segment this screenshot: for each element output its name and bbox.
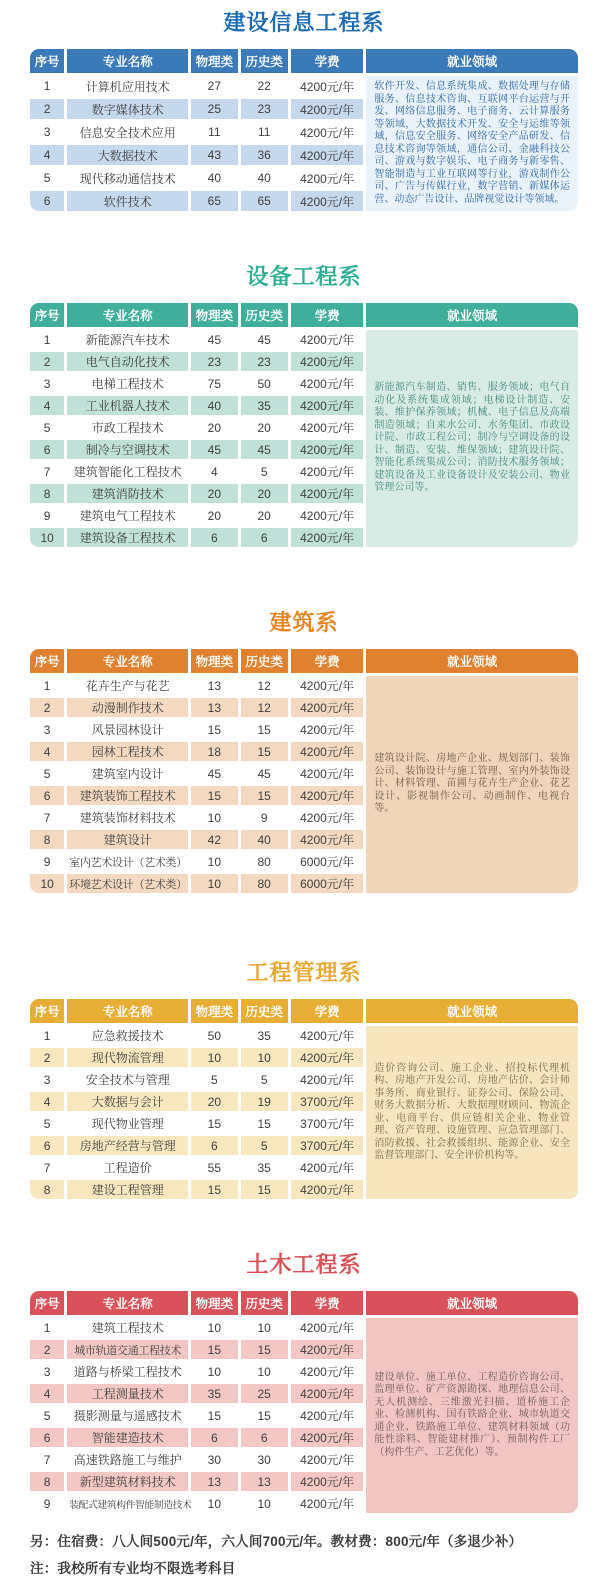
row-index: 3 xyxy=(30,1362,64,1381)
physics-count: 15 xyxy=(191,1340,237,1359)
major-name: 建筑装饰材料技术 xyxy=(67,808,188,827)
physics-count: 15 xyxy=(191,720,237,739)
history-count: 15 xyxy=(241,786,288,805)
physics-count: 6 xyxy=(191,1136,237,1155)
history-count: 80 xyxy=(241,874,288,893)
physics-count: 6 xyxy=(191,528,237,547)
physics-count: 5 xyxy=(191,1070,237,1089)
note-subjects: 注：我校所有专业均不限选考科目 xyxy=(30,1561,236,1576)
major-name: 建筑室内设计 xyxy=(67,764,188,783)
tuition-value: 4200元/年 xyxy=(291,1494,364,1513)
employment-text: 软件开发、信息系统集成、数据处理与存储服务、信息技术咨询、互联网平台运营与开发、网络信息服务、电子商务、云计算服务等领域，大数据技术开发、安全与运维等领域，信息安全服务、网络安全产品研发、信息技术咨询等领域，通信公司、金融科技公司、游戏与数字娱乐、电子商务与新零售、智能制造与工业互联网等行业，游戏制作公司、广告与传媒行业，数字营销、新媒体运营、动态广告设计、品牌视觉设计等领域。 xyxy=(366,76,578,211)
row-index: 9 xyxy=(30,1494,64,1513)
row-index: 4 xyxy=(30,742,64,761)
history-count: 36 xyxy=(241,145,288,165)
major-name: 现代物业管理 xyxy=(67,1114,188,1133)
major-name: 工业机器人技术 xyxy=(67,396,188,415)
major-name: 建筑装饰工程技术 xyxy=(67,786,188,805)
tuition-value: 4200元/年 xyxy=(291,1026,364,1045)
tuition-value: 4200元/年 xyxy=(291,168,364,188)
row-index: 1 xyxy=(30,330,64,349)
physics-count: 40 xyxy=(191,168,237,188)
tuition-value: 4200元/年 xyxy=(291,462,364,481)
tuition-value: 4200元/年 xyxy=(291,1340,364,1359)
tuition-value: 4200元/年 xyxy=(291,1428,364,1447)
col-header-employment: 就业领域 xyxy=(366,1291,578,1315)
physics-count: 13 xyxy=(191,1472,237,1491)
col-header-employment: 就业领域 xyxy=(366,303,578,327)
major-name: 现代移动通信技术 xyxy=(67,168,188,188)
department-section-architecture xyxy=(0,606,608,896)
tuition-value: 4200元/年 xyxy=(291,191,364,211)
physics-count: 13 xyxy=(191,676,237,695)
row-index: 9 xyxy=(30,506,64,525)
physics-count: 4 xyxy=(191,462,237,481)
col-header-index: 序号 xyxy=(30,303,64,327)
table-row xyxy=(30,1026,578,1045)
physics-count: 10 xyxy=(191,1362,237,1381)
col-header-employment: 就业领域 xyxy=(366,49,578,73)
row-index: 2 xyxy=(30,1340,64,1359)
col-header-history: 历史类 xyxy=(241,1291,288,1315)
major-name: 应急救援技术 xyxy=(67,1026,188,1045)
col-header-major: 专业名称 xyxy=(67,649,188,673)
major-name: 软件技术 xyxy=(67,191,188,211)
major-name: 电梯工程技术 xyxy=(67,374,188,393)
major-name: 建设工程管理 xyxy=(67,1180,188,1199)
footer-notes xyxy=(30,1530,608,1577)
history-count: 15 xyxy=(241,1180,288,1199)
table-row xyxy=(30,1318,578,1337)
history-count: 25 xyxy=(241,1384,288,1403)
physics-count: 10 xyxy=(191,852,237,871)
history-count: 20 xyxy=(241,418,288,437)
table-row xyxy=(30,676,578,695)
tuition-value: 4200元/年 xyxy=(291,99,364,119)
row-index: 2 xyxy=(30,352,64,371)
tuition-value: 4200元/年 xyxy=(291,764,364,783)
row-index: 2 xyxy=(30,698,64,717)
physics-count: 15 xyxy=(191,1114,237,1133)
tuition-value: 4200元/年 xyxy=(291,396,364,415)
table-header xyxy=(30,49,578,73)
major-name: 大数据与会计 xyxy=(67,1092,188,1111)
physics-count: 11 xyxy=(191,122,237,142)
col-header-major: 专业名称 xyxy=(67,303,188,327)
major-name: 建筑设计 xyxy=(67,830,188,849)
row-index: 8 xyxy=(30,1180,64,1199)
history-count: 9 xyxy=(241,808,288,827)
history-count: 12 xyxy=(241,676,288,695)
tuition-value: 4200元/年 xyxy=(291,1318,364,1337)
history-count: 5 xyxy=(241,1070,288,1089)
tuition-value: 4200元/年 xyxy=(291,1384,364,1403)
col-header-physics: 物理类 xyxy=(191,649,237,673)
major-name: 信息安全技术应用 xyxy=(67,122,188,142)
major-name: 现代物流管理 xyxy=(67,1048,188,1067)
row-index: 5 xyxy=(30,1406,64,1425)
physics-count: 65 xyxy=(191,191,237,211)
tuition-value: 4200元/年 xyxy=(291,76,364,96)
col-header-physics: 物理类 xyxy=(191,999,237,1023)
physics-count: 15 xyxy=(191,786,237,805)
department-title: 建设信息工程系 xyxy=(223,10,385,35)
row-index: 1 xyxy=(30,676,64,695)
row-index: 2 xyxy=(30,99,64,119)
major-name: 园林工程技术 xyxy=(67,742,188,761)
physics-count: 10 xyxy=(191,1494,237,1513)
tuition-value: 4200元/年 xyxy=(291,122,364,142)
majors-table xyxy=(27,300,581,550)
physics-count: 35 xyxy=(191,1384,237,1403)
history-count: 13 xyxy=(241,1472,288,1491)
tuition-value: 4200元/年 xyxy=(291,440,364,459)
major-name: 建筑消防技术 xyxy=(67,484,188,503)
history-count: 15 xyxy=(241,1340,288,1359)
col-header-index: 序号 xyxy=(30,49,64,73)
major-name: 建筑智能化工程技术 xyxy=(67,462,188,481)
history-count: 5 xyxy=(241,462,288,481)
history-count: 80 xyxy=(241,852,288,871)
row-index: 6 xyxy=(30,1136,64,1155)
tuition-value: 4200元/年 xyxy=(291,1180,364,1199)
table-row xyxy=(30,330,578,349)
col-header-tuition: 学费 xyxy=(291,303,364,327)
physics-count: 45 xyxy=(191,764,237,783)
row-index: 3 xyxy=(30,374,64,393)
table-body xyxy=(30,330,578,547)
physics-count: 18 xyxy=(191,742,237,761)
majors-table xyxy=(27,996,581,1202)
table-body xyxy=(30,1318,578,1513)
majors-table xyxy=(27,46,581,214)
major-name: 电气自动化技术 xyxy=(67,352,188,371)
physics-count: 27 xyxy=(191,76,237,96)
major-name: 装配式建筑构件智能制造技术 xyxy=(67,1494,188,1513)
col-header-tuition: 学费 xyxy=(291,49,364,73)
row-index: 7 xyxy=(30,808,64,827)
col-header-history: 历史类 xyxy=(241,649,288,673)
physics-count: 20 xyxy=(191,484,237,503)
history-count: 30 xyxy=(241,1450,288,1469)
row-index: 4 xyxy=(30,1384,64,1403)
history-count: 40 xyxy=(241,830,288,849)
major-name: 新型建筑材料技术 xyxy=(67,1472,188,1491)
major-name: 室内艺术设计（艺术类） xyxy=(67,852,188,871)
row-index: 4 xyxy=(30,145,64,165)
major-name: 工程测量技术 xyxy=(67,1384,188,1403)
major-name: 道路与桥梁工程技术 xyxy=(67,1362,188,1381)
row-index: 10 xyxy=(30,528,64,547)
tuition-value: 4200元/年 xyxy=(291,352,364,371)
tuition-value: 6000元/年 xyxy=(291,874,364,893)
row-index: 7 xyxy=(30,1158,64,1177)
col-header-tuition: 学费 xyxy=(291,1291,364,1315)
history-count: 6 xyxy=(241,528,288,547)
tuition-value: 4200元/年 xyxy=(291,1406,364,1425)
history-count: 5 xyxy=(241,1136,288,1155)
department-section-civil-engineering xyxy=(0,1248,608,1516)
row-index: 5 xyxy=(30,418,64,437)
note-fees: 另：住宿费：八人间500元/年，六人间700元/年。教材费：800元/年（多退少补） xyxy=(30,1534,523,1549)
physics-count: 75 xyxy=(191,374,237,393)
row-index: 9 xyxy=(30,852,64,871)
physics-count: 6 xyxy=(191,1428,237,1447)
physics-count: 10 xyxy=(191,808,237,827)
col-header-history: 历史类 xyxy=(241,49,288,73)
col-header-index: 序号 xyxy=(30,649,64,673)
tuition-value: 4200元/年 xyxy=(291,742,364,761)
history-count: 35 xyxy=(241,1158,288,1177)
tuition-value: 4200元/年 xyxy=(291,1472,364,1491)
physics-count: 45 xyxy=(191,440,237,459)
physics-count: 10 xyxy=(191,1318,237,1337)
row-index: 7 xyxy=(30,1450,64,1469)
row-index: 5 xyxy=(30,168,64,188)
department-section-engineering-management xyxy=(0,956,608,1202)
tuition-value: 4200元/年 xyxy=(291,830,364,849)
physics-count: 13 xyxy=(191,698,237,717)
department-title: 建筑系 xyxy=(269,610,339,635)
row-index: 4 xyxy=(30,1092,64,1111)
tuition-value: 4200元/年 xyxy=(291,1070,364,1089)
tuition-value: 4200元/年 xyxy=(291,808,364,827)
history-count: 20 xyxy=(241,484,288,503)
row-index: 6 xyxy=(30,1428,64,1447)
major-name: 市政工程技术 xyxy=(67,418,188,437)
tuition-value: 3700元/年 xyxy=(291,1114,364,1133)
tuition-value: 4200元/年 xyxy=(291,506,364,525)
tuition-value: 4200元/年 xyxy=(291,418,364,437)
physics-count: 40 xyxy=(191,396,237,415)
col-header-major: 专业名称 xyxy=(67,49,188,73)
row-index: 7 xyxy=(30,462,64,481)
tuition-value: 4200元/年 xyxy=(291,1362,364,1381)
row-index: 1 xyxy=(30,1318,64,1337)
history-count: 45 xyxy=(241,764,288,783)
physics-count: 42 xyxy=(191,830,237,849)
tuition-value: 4200元/年 xyxy=(291,786,364,805)
tuition-value: 4200元/年 xyxy=(291,528,364,547)
major-name: 房地产经营与管理 xyxy=(67,1136,188,1155)
physics-count: 15 xyxy=(191,1180,237,1199)
major-name: 摄影测量与遥感技术 xyxy=(67,1406,188,1425)
major-name: 环境艺术设计（艺术类） xyxy=(67,874,188,893)
major-name: 高速铁路施工与维护 xyxy=(67,1450,188,1469)
table-header xyxy=(30,649,578,673)
physics-count: 20 xyxy=(191,418,237,437)
physics-count: 15 xyxy=(191,1406,237,1425)
row-index: 4 xyxy=(30,396,64,415)
tuition-value: 4200元/年 xyxy=(291,720,364,739)
physics-count: 25 xyxy=(191,99,237,119)
department-title: 设备工程系 xyxy=(246,264,362,289)
tuition-value: 4200元/年 xyxy=(291,1048,364,1067)
table-body xyxy=(30,676,578,893)
row-index: 8 xyxy=(30,830,64,849)
col-header-tuition: 学费 xyxy=(291,649,364,673)
major-name: 新能源汽车技术 xyxy=(67,330,188,349)
row-index: 1 xyxy=(30,76,64,96)
major-name: 建筑电气工程技术 xyxy=(67,506,188,525)
col-header-tuition: 学费 xyxy=(291,999,364,1023)
row-index: 6 xyxy=(30,440,64,459)
history-count: 10 xyxy=(241,1318,288,1337)
col-header-physics: 物理类 xyxy=(191,49,237,73)
col-header-history: 历史类 xyxy=(241,303,288,327)
department-title: 土木工程系 xyxy=(246,1252,362,1277)
row-index: 5 xyxy=(30,764,64,783)
col-header-major: 专业名称 xyxy=(67,999,188,1023)
major-name: 建筑设备工程技术 xyxy=(67,528,188,547)
row-index: 8 xyxy=(30,1472,64,1491)
history-count: 15 xyxy=(241,742,288,761)
major-name: 花卉生产与花艺 xyxy=(67,676,188,695)
history-count: 6 xyxy=(241,1428,288,1447)
table-header xyxy=(30,1291,578,1315)
table-header xyxy=(30,303,578,327)
employment-text: 建筑设计院、房地产企业、规划部门、装饰公司、装饰设计与施工管理、室内外装饰设计、材料管理、苗圃与花卉生产企业、花艺设计、影视制作公司、动画制作、电视台等。 xyxy=(366,676,578,893)
history-count: 40 xyxy=(241,168,288,188)
department-title: 工程管理系 xyxy=(246,960,362,985)
physics-count: 55 xyxy=(191,1158,237,1177)
department-section-equipment xyxy=(0,260,608,550)
physics-count: 43 xyxy=(191,145,237,165)
major-name: 智能建造技术 xyxy=(67,1428,188,1447)
physics-count: 10 xyxy=(191,1048,237,1067)
tuition-value: 4200元/年 xyxy=(291,1158,364,1177)
physics-count: 45 xyxy=(191,330,237,349)
employment-text: 建设单位、施工单位、工程造价咨询公司、监理单位、矿产资源勘探、地理信息公司、无人机测绘、三维激光扫描、道桥施工企业、检测机构、国有铁路企业、城市轨道交通企业、铁路施工单位、建筑材料领域（功能性涂料、智能建材推广）、预制构件工厂（构件生产、工艺优化）等。 xyxy=(366,1318,578,1513)
row-index: 2 xyxy=(30,1048,64,1067)
tuition-value: 4200元/年 xyxy=(291,145,364,165)
row-index: 10 xyxy=(30,874,64,893)
col-header-index: 序号 xyxy=(30,999,64,1023)
major-name: 建筑工程技术 xyxy=(67,1318,188,1337)
col-header-physics: 物理类 xyxy=(191,303,237,327)
tuition-value: 4200元/年 xyxy=(291,484,364,503)
physics-count: 20 xyxy=(191,506,237,525)
tuition-value: 4200元/年 xyxy=(291,698,364,717)
physics-count: 10 xyxy=(191,874,237,893)
table-header xyxy=(30,999,578,1023)
history-count: 20 xyxy=(241,506,288,525)
row-index: 3 xyxy=(30,122,64,142)
tuition-value: 3700元/年 xyxy=(291,1092,364,1111)
table-body xyxy=(30,76,578,211)
history-count: 10 xyxy=(241,1048,288,1067)
tuition-value: 4200元/年 xyxy=(291,330,364,349)
major-name: 城市轨道交通工程技术 xyxy=(67,1340,188,1359)
tuition-value: 6000元/年 xyxy=(291,852,364,871)
history-count: 12 xyxy=(241,698,288,717)
history-count: 10 xyxy=(241,1494,288,1513)
row-index: 6 xyxy=(30,786,64,805)
row-index: 3 xyxy=(30,1070,64,1089)
row-index: 3 xyxy=(30,720,64,739)
tuition-value: 4200元/年 xyxy=(291,374,364,393)
col-header-physics: 物理类 xyxy=(191,1291,237,1315)
col-header-major: 专业名称 xyxy=(67,1291,188,1315)
col-header-history: 历史类 xyxy=(241,999,288,1023)
major-name: 风景园林设计 xyxy=(67,720,188,739)
history-count: 22 xyxy=(241,76,288,96)
major-name: 安全技术与管理 xyxy=(67,1070,188,1089)
physics-count: 50 xyxy=(191,1026,237,1045)
physics-count: 20 xyxy=(191,1092,237,1111)
col-header-employment: 就业领域 xyxy=(366,999,578,1023)
major-name: 制冷与空调技术 xyxy=(67,440,188,459)
col-header-index: 序号 xyxy=(30,1291,64,1315)
row-index: 6 xyxy=(30,191,64,211)
history-count: 15 xyxy=(241,720,288,739)
col-header-employment: 就业领域 xyxy=(366,649,578,673)
row-index: 8 xyxy=(30,484,64,503)
employment-text: 造价咨询公司、施工企业、招投标代理机构、房地产开发公司、房地产估价、会计师事务所、商业银行、证券公司、保险公司、财务大数据分析、大数据理财顾问、物流企业、电商平台、供应链相关企业、物业管理、资产管理、设施管理、应急管理部门、消防救援、社会救援组织、能源企业、安全监督管理部门、安全评价机构等。 xyxy=(366,1026,578,1199)
table-row xyxy=(30,76,578,96)
tuition-value: 4200元/年 xyxy=(291,1450,364,1469)
history-count: 15 xyxy=(241,1114,288,1133)
history-count: 19 xyxy=(241,1092,288,1111)
department-section-construction-info xyxy=(0,6,608,214)
history-count: 15 xyxy=(241,1406,288,1425)
history-count: 10 xyxy=(241,1362,288,1381)
history-count: 23 xyxy=(241,352,288,371)
physics-count: 30 xyxy=(191,1450,237,1469)
row-index: 5 xyxy=(30,1114,64,1133)
history-count: 23 xyxy=(241,99,288,119)
history-count: 35 xyxy=(241,396,288,415)
physics-count: 23 xyxy=(191,352,237,371)
employment-text: 新能源汽车制造、销售、服务领域；电气自动化及系统集成领域；电梯设计制造、安装、维护保养领域；机械、电子信息及高端制造领域；自来水公司、水务集团、市政设计院、市政工程公司；制冷与空调设备的设计、制造、安装、维保领域；建筑设计院、智能化系统集成公司；消防技术服务领域；建筑设备及工业设备设计及安装公司、物业管理公司等。 xyxy=(366,330,578,547)
table-body xyxy=(30,1026,578,1199)
history-count: 45 xyxy=(241,440,288,459)
major-name: 计算机应用技术 xyxy=(67,76,188,96)
tuition-value: 4200元/年 xyxy=(291,676,364,695)
history-count: 50 xyxy=(241,374,288,393)
majors-table xyxy=(27,646,581,896)
major-name: 数字媒体技术 xyxy=(67,99,188,119)
row-index: 1 xyxy=(30,1026,64,1045)
tuition-value: 3700元/年 xyxy=(291,1136,364,1155)
major-name: 大数据技术 xyxy=(67,145,188,165)
history-count: 65 xyxy=(241,191,288,211)
history-count: 35 xyxy=(241,1026,288,1045)
major-name: 动漫制作技术 xyxy=(67,698,188,717)
history-count: 45 xyxy=(241,330,288,349)
major-name: 工程造价 xyxy=(67,1158,188,1177)
history-count: 11 xyxy=(241,122,288,142)
majors-table xyxy=(27,1288,581,1516)
